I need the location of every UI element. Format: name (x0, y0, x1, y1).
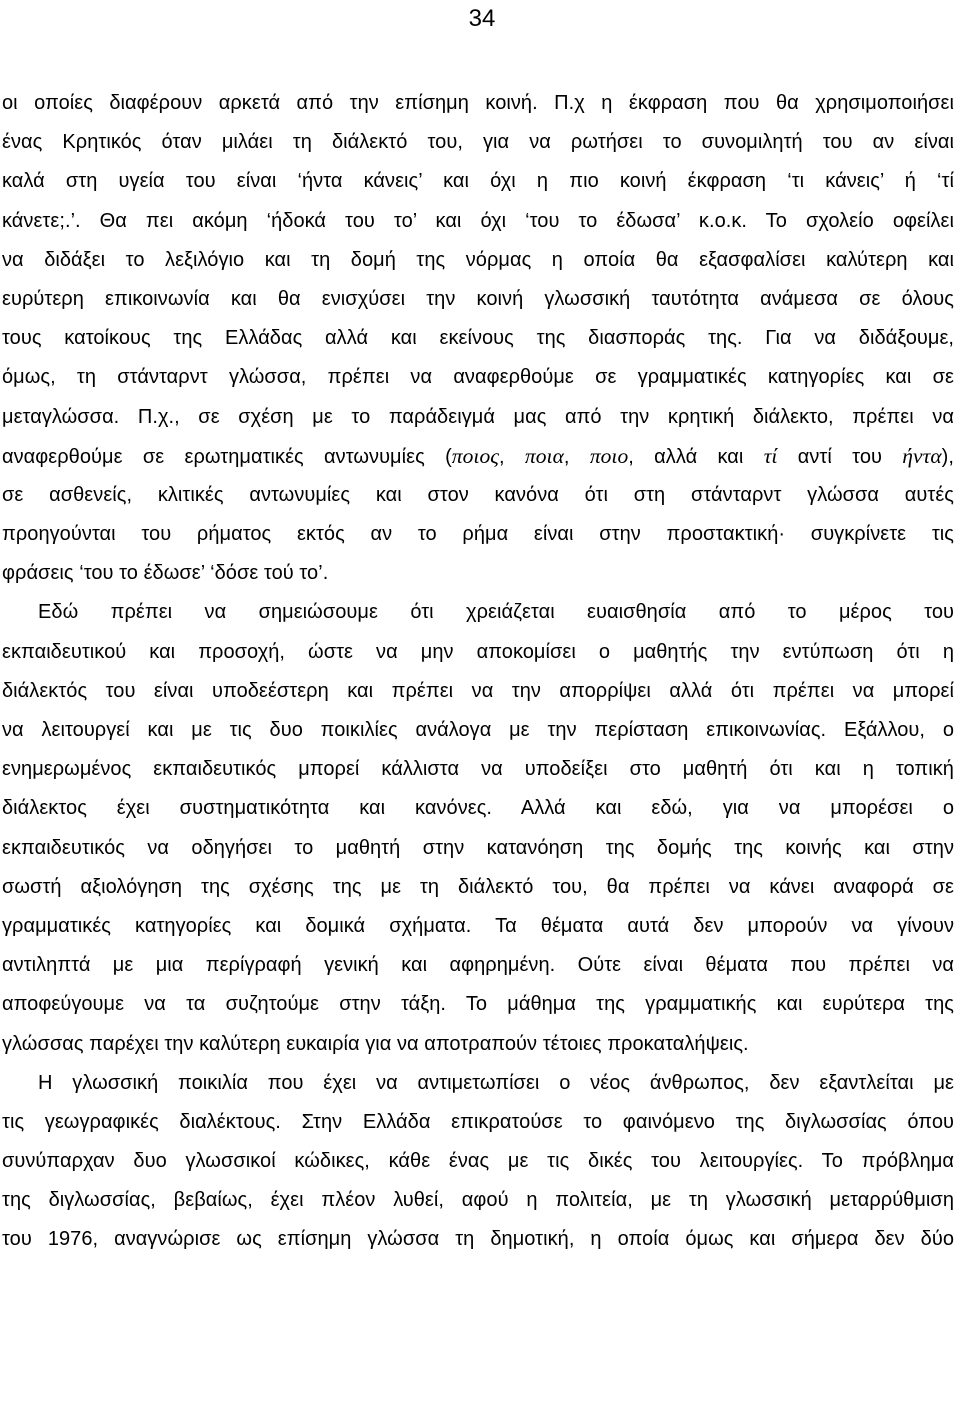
text-line: οι οποίες διαφέρουν αρκετά από την επίσημη κοινή. Π.χ η έκφραση που θα χρησιμοποιήσει (2, 92, 954, 114)
text-line: αναφερθούμε σε ερωτηματικές αντωνυμίες (ποιος, ποια, ποιο, αλλά και τί αντί του ήντα), (2, 443, 954, 468)
text-line: της διγλωσσίας, βεβαίως, έχει πλέον λυθεί, αφού η πολιτεία, με τη γλωσσική μεταρρύθμιση (2, 1189, 954, 1212)
text-line: εκπαιδευτικός να οδηγήσει το μαθητή στην κατανόηση της δομής της κοινής και στην (2, 836, 954, 859)
text-line: σωστή αξιολόγηση της σχέσης της με τη διάλεκτό του, θα πρέπει να κάνει αναφορά σε (2, 875, 954, 898)
text-line: γλώσσας παρέχει την καλύτερη ευκαιρία για να αποτραπούν τέτοιες προκαταλήψεις. (2, 1032, 749, 1055)
text-line: να διδάξει το λεξιλόγιο και τη δομή της νόρμας η οποία θα εξασφαλίσει καλύτερη και (2, 248, 954, 271)
text-line: κάνετε;.’. Θα πει ακόμη ‘ήδοκά του το’ και όχι ‘του το έδωσα’ κ.ο.κ. Το σχολείο οφείλει (2, 209, 954, 232)
text-line: προηγούνται του ρήματος εκτός αν το ρήμα είναι στην προστακτική· συγκρίνετε τις (2, 523, 954, 546)
text-line: αποφεύγουμε να τα συζητούμε στην τάξη. Το μάθημα της γραμματικής και ευρύτερα της (2, 993, 954, 1016)
text-line: ένας Κρητικός όταν μιλάει τη διάλεκτό του, για να ρωτήσει το συνομιλητή του αν είναι (2, 131, 954, 154)
text-line: φράσεις ‘του το έδωσε’ ‘δόσε τού το’. (2, 562, 329, 585)
text-line: διάλεκτός του είναι υποδεέστερη και πρέπει να την απορρίψει αλλά ότι πρέπει να μπορεί (2, 679, 954, 702)
text-line: όμως, τη στάνταρντ γλώσσα, πρέπει να αναφερθούμε σε γραμματικές κατηγορίες και σε (2, 366, 954, 389)
text-line: του 1976, αναγνώρισε ως επίσημη γλώσσα τη δημοτική, η οποία όμως και σήμερα δεν δύο (2, 1228, 954, 1251)
text-line: εκπαιδευτικού και προσοχή, ώστε να μην αποκομίσει ο μαθητής την εντύπωση ότι η (2, 640, 954, 663)
text-line: διάλεκτος έχει συστηματικότητα και κανόνες. Αλλά και εδώ, για να μπορέσει ο (2, 797, 954, 820)
text-line: γραμματικές κατηγορίες και δομικά σχήματα. Τα θέματα αυτά δεν μπορούν να γίνουν (2, 914, 955, 937)
text-line: τους κατοίκους της Ελλάδας αλλά και εκείνους της διασποράς της. Για να διδάξουμε, (2, 327, 955, 350)
text-line: μεταγλώσσα. Π.χ., σε σχέση με το παράδειγμά μας από την κρητική διάλεκτο, πρέπει να (2, 405, 954, 428)
text-line: να λειτουργεί και με τις δυο ποικιλίες ανάλογα με την περίσταση επικοινωνίας. Εξάλλου, ο (2, 719, 954, 741)
text-line: ενημερωμένος εκπαιδευτικός μπορεί κάλλιστα να υποδείξει στο μαθητή ότι και η τοπική (2, 758, 954, 781)
text-line: σε ασθενείς, κλιτικές αντωνυμίες και στον κανόνα ότι στη στάνταρντ γλώσσα αυτές (2, 483, 954, 506)
text-line: αντιληπτά με μια περίγραφή γενική και αφηρημένη. Ούτε είναι θέματα που πρέπει να (2, 954, 955, 977)
page-number: 34 (468, 5, 496, 32)
text-line: τις γεωγραφικές διαλέκτους. Στην Ελλάδα επικρατούσε το φαινόμενο της διγλωσσίας όπου (2, 1110, 955, 1133)
text-line: ευρύτερη επικοινωνία και θα ενισχύσει την κοινή γλωσσική ταυτότητα ανάμεσα σε όλους (2, 287, 954, 310)
text-line: Εδώ πρέπει να σημειώσουμε ότι χρειάζεται ευαισθησία από το μέρος του (38, 601, 954, 624)
text-line: συνύπαρχαν δυο γλωσσικοί κώδικες, κάθε ένας με τις δικές του λειτουργίες. Το πρόβλημα (2, 1150, 955, 1173)
body-text (2, 84, 954, 1260)
text-line: καλά στη υγεία του είναι ‘ήντα κάνεις’ και όχι η πιο κοινή έκφραση ‘τι κάνεις’ ή ‘τί (2, 170, 954, 193)
text-line: Η γλωσσική ποικιλία που έχει να αντιμετωπίσει ο νέος άνθρωπος, δεν εξαντλείται με (38, 1071, 954, 1094)
